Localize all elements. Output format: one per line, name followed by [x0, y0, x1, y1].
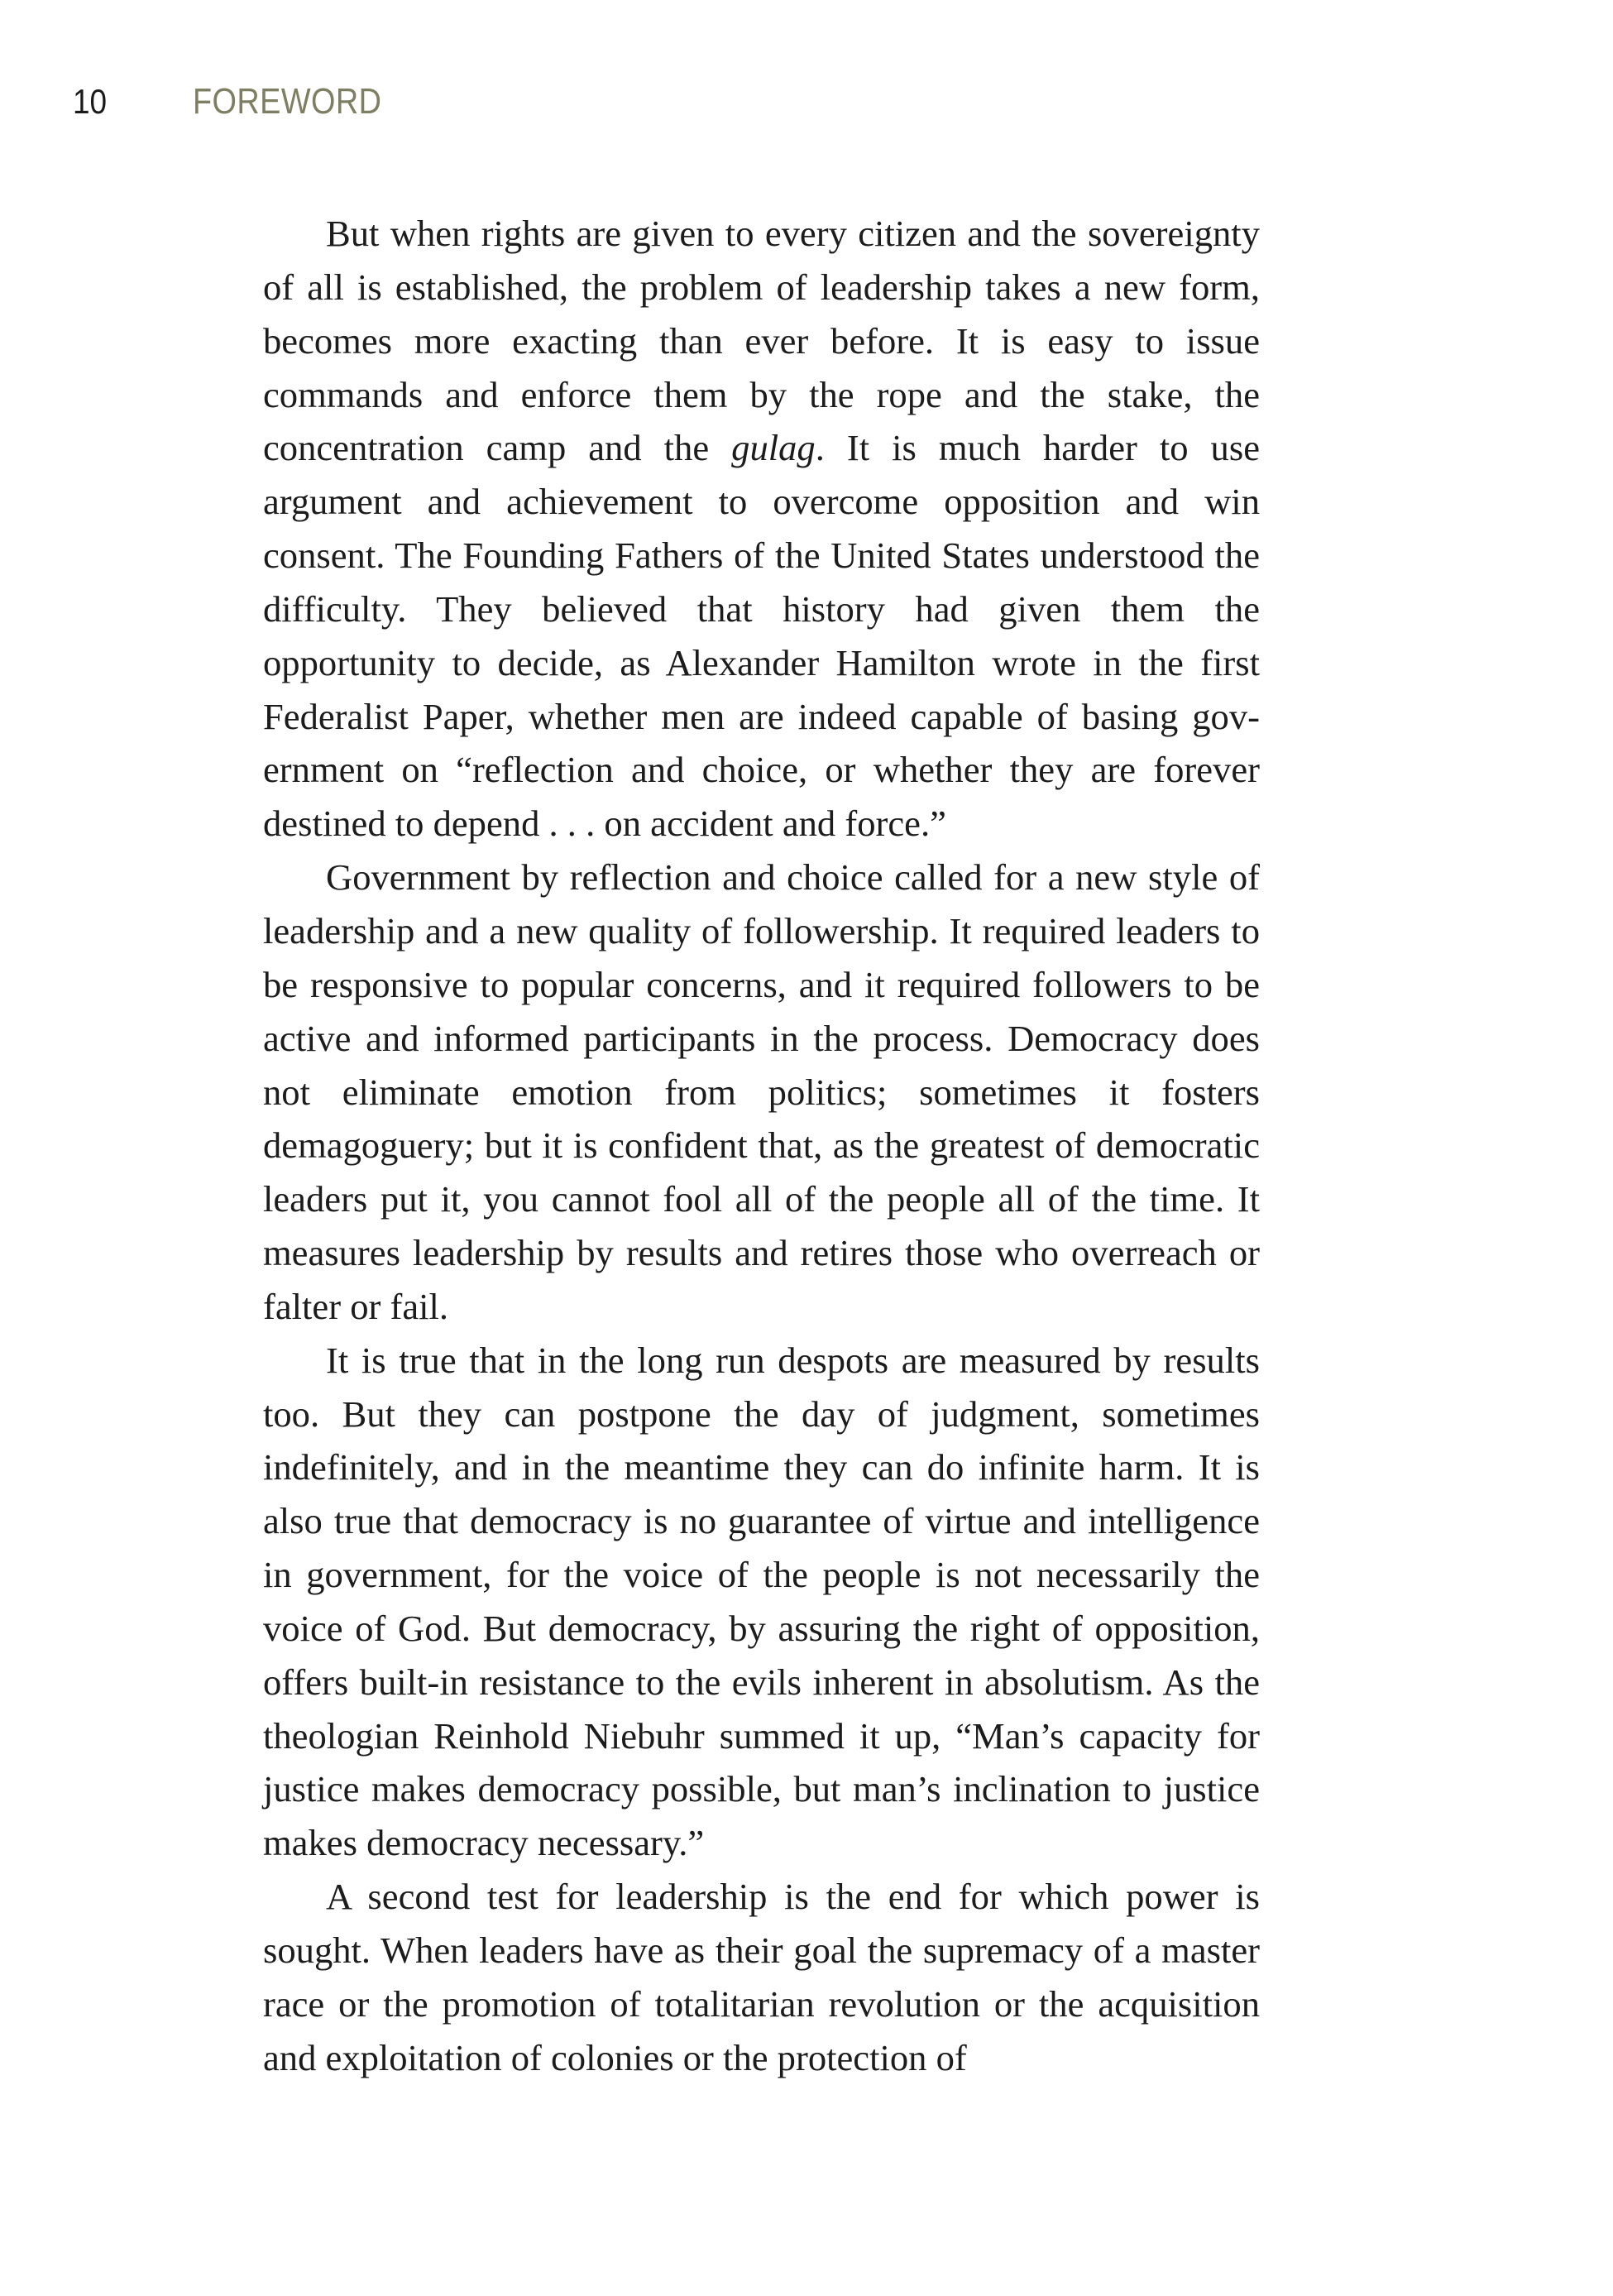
paragraph-1-text-end: . It is much harder to use argument and achievement to overcome opposition and win consent. The Founding Fathers of the United States understood the difficulty. They believed that history had given them the opportunity to decide, as Alexander Hamilton wrote in the first Federalist Paper, whether men are indeed capable of basing government on “reflection and choice, or whether they are forever destined to depend . . . on accident and force.”: [263, 427, 1261, 845]
paragraph-2: Government by reflection and choice called for a new style of leadership and a new quality of followership. It required leaders to be responsive to popular concerns, and it required followers to be active and informed participants in the process. Democracy does not eliminate emotion from politics; sometimes it fosters demagoguery; but it is confident that, as the greatest of democratic leaders put it, you cannot fool all of the people all of the time. It measures leadership by results and retires those who overreach or falter or fail.: [263, 856, 1260, 1327]
paragraph-1-text-start: But when rights are given to every citizen and the sovereignty of all is established, the problem of leadership takes a new form, becomes more exacting than ever before. It is easy to issue commands and enforce them by the rope and the stake, the concentration camp and the: [263, 213, 1260, 469]
section-title: FOREWORD: [192, 81, 382, 122]
running-head: [73, 81, 412, 131]
paragraph-3: It is true that in the long run despots are measured by results too. But they can postpone the day of judgment, sometimes indefinitely, and in the meantime they can do infinite harm. It is also true that democracy is no guarantee of virtue and intelligence in government, for the voice of the people is not necessarily the voice of God. But democracy, by assuring the right of opposition, offers built-in resistance to the evils inherent in absolutism. As the theologian Reinhold Niebuhr summed it up, “Man’s capacity for justice makes democracy possible, but man’s inclination to justice makes democracy necessary.”: [263, 1339, 1260, 1864]
body-text: [263, 207, 1260, 2085]
paragraph-1-italic-term: gulag: [731, 427, 816, 469]
paragraph-1: [263, 207, 1260, 851]
page-number: 10: [73, 82, 108, 121]
paragraph-4: A second test for leadership is the end for which power is sought. When leaders have as their goal the supremacy of a master race or the promotion of totalitarian revolution or the acquisition and exploitation of colonies or the protection of: [263, 1876, 1260, 2078]
